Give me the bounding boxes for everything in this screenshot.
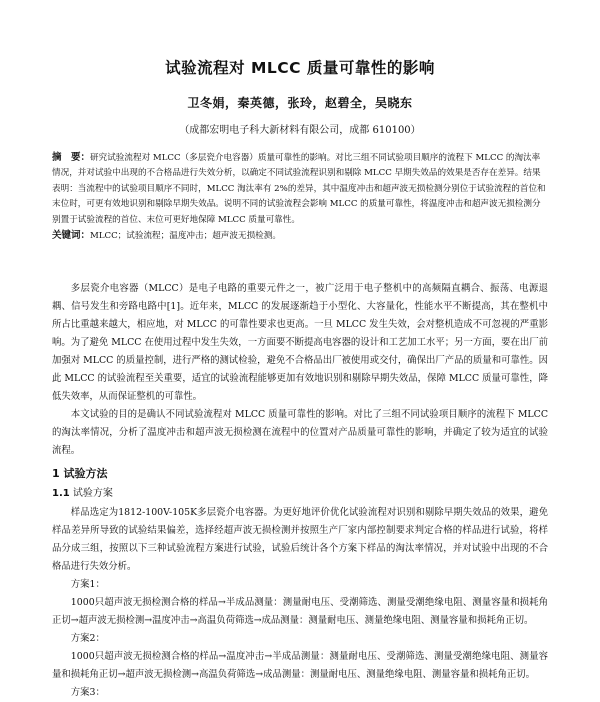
author-list: 卫冬娟，秦英德，张玲，赵碧全，吴晓东: [187, 96, 413, 110]
scheme-label: 方案3：: [70, 687, 105, 699]
keywords-text: MLCC；试验流程；温度冲击；超声波无损检测。: [90, 231, 281, 242]
paragraph: 本文试验的目的是确认不同试验流程对 MLCC 质量可靠性的影响。对比了三组不同试验项目顺序的流程下 MLCC 的淘汰率情况，分析了温度冲击和超声波无损检测在流程中的位置对产品质量可靠性的影响，并确定了较为适宜的试验流程。: [52, 409, 548, 457]
keywords-label: 关键词：: [52, 230, 91, 242]
section-heading: 1 试验方法: [52, 467, 108, 481]
subsection-title: 试验方案: [72, 488, 113, 500]
abstract-label: 摘 要：: [52, 152, 91, 163]
affiliation: （成都宏明电子科大新材料有限公司，成都 610100）: [179, 125, 421, 136]
abstract: [52, 150, 548, 228]
subsection-heading: [52, 484, 548, 504]
paragraph: 多层瓷介电容器（MLCC）是电子电路的重要元件之一，被广泛用于电子整机中的高频隔直耦合、振荡、电源退耦、信号发生和旁路电路中[1]。近年来，MLCC 的发展逐渐趋于小型化、大容量化，性能水平不断提高，其在整机中所占比重越来越大，相应地，对 MLCC 的可靠性要求也更高。一旦 MLCC 发生失效，会对整机造成不可忽视的严重影响。为了避免 MLCC 在使用过程中发生失效，一方面要不断提高电容器的设计和工艺加工水平；另一方面，要在出厂前加强对 MLCC 的质量控制，进行严格的测试检验，避免不合格品出厂被使用或交付，确保出厂产品的质量和可靠性。因此 MLCC 的试验流程至关重要，适宜的试验流程能够更加有效地识别和剔除早期失效品，保障 MLCC 质量可靠性，降低失效率，从而保证整机的可靠性。: [52, 283, 548, 403]
scheme-text: 1000只超声波无损检测合格的样品→半成品测量：测量耐电压、受潮筛选、测量受潮绝缘电阻、测量容量和损耗角正切→超声波无损检测→温度冲击→高温负荷筛选→成品测量：测量耐电压、测量绝缘电阻、测量容量和损耗角正切。: [52, 597, 548, 627]
scheme-label: 方案2：: [70, 633, 105, 645]
abstract-text: 研究试验流程对 MLCC（多层瓷介电容器）质量可靠性的影响。对比三组不同试验项目顺序的流程下 MLCC 的淘汰率情况，并对试验中出现的不合格品进行失效分析，以确定不同试验流程识别和剔除 MLCC 早期失效品的效果是否存在差异。结果表明：当流程中的试验项目顺序不同时，MLCC 淘汰率有 2%的差异，其中温度冲击和超声波无损检测分别位于试验流程的首位和末位时，可更有效地识别和剔除早期失效品。说明不同的试验流程会影响 MLCC 的质量可靠性，将温度冲击和超声波无损检测分别置于试验流程的首位、末位可更好地保障 MLCC 质量可靠性。: [52, 153, 546, 225]
body-text: [52, 280, 548, 702]
scheme-text: 1000只超声波无损检测合格的样品→温度冲击→半成品测量：测量耐电压、受潮筛选、测量受潮绝缘电阻、测量容量和损耗角正切→超声波无损检测→高温负荷筛选→成品测量：测量耐电压、测量绝缘电阻、测量容量和损耗角正切。: [52, 651, 548, 681]
paper-title: 试验流程对 MLCC 质量可靠性的影响: [165, 59, 435, 77]
paragraph: 样品选定为1812-100V-105K多层瓷介电容器。为更好地评价优化试验流程对识别和剔除早期失效品的效果，避免样品差异所导致的试验结果偏差，选择经超声波无损检测并按照生产厂家内部控制要求判定合格的样品进行试验，将样品分成三组，按照以下三种试验流程方案进行试验，试验后统计各个方案下样品的淘汰率情况，并对试验中出现的不合格品进行失效分析。: [52, 507, 548, 573]
scheme-label: 方案1：: [70, 579, 105, 591]
keywords: [52, 228, 548, 244]
subsection-number: 1.1: [52, 488, 70, 500]
